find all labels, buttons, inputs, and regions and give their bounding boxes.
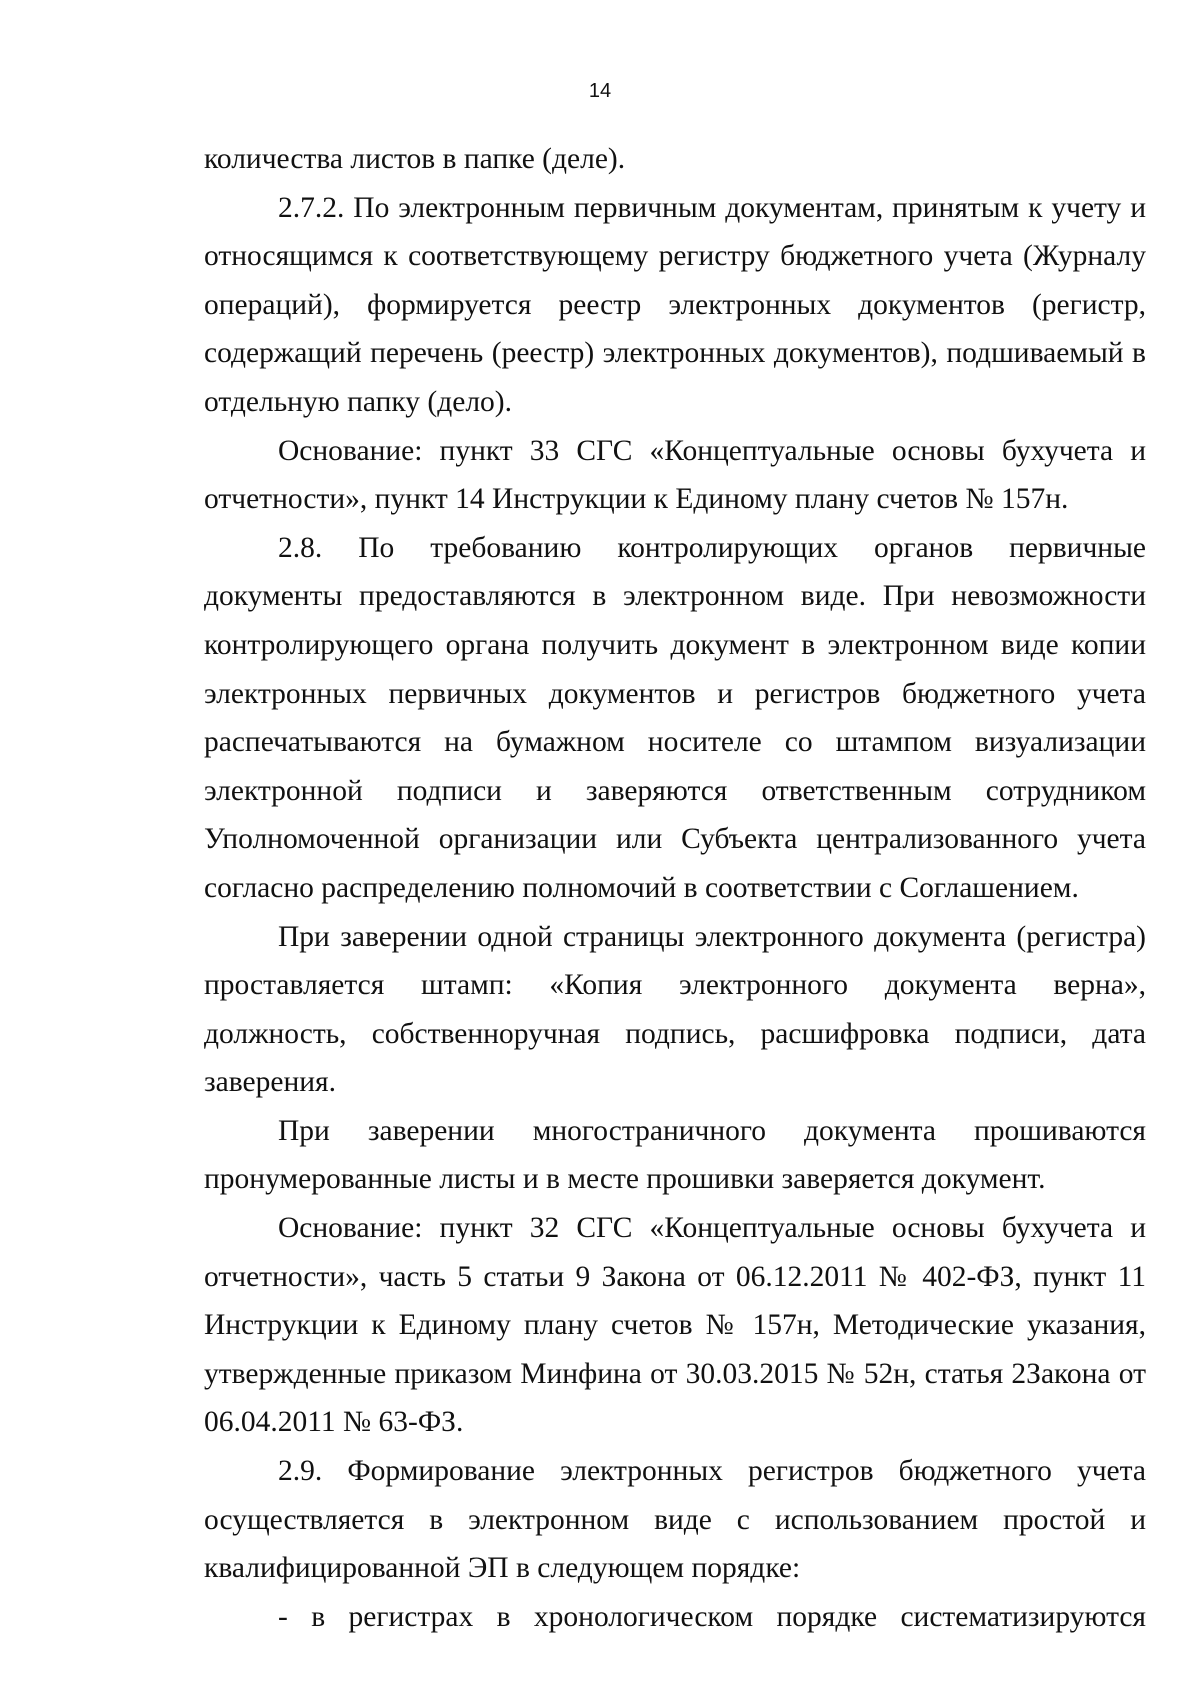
paragraph-single-page-certification: При заверении одной страницы электронного документа (регистра) проставляется штамп: «Копия электронного документа верна», должность, собственноручная подпись, расшифровка подписи, дата заверения. (204, 920, 1146, 1099)
paragraph-2-8: 2.8. По требованию контролирующих органов первичные документы предоставляются в электронном виде. При невозможности контролирующего органа получить документ в электронном виде копии электронных первичных документов и регистров бюджетного учета распечатываются на бумажном носителе со штампом визуализации электронной подписи и заверяются ответственным сотрудником Уполномоченной организации или Субъекта централизованного учета согласно распределению полномочий в соответствии с Соглашением. (204, 531, 1146, 904)
paragraph-2-9: 2.9. Формирование электронных регистров бюджетного учета осуществляется в электронном виде с использованием простой и квалифицированной ЭП в следующем порядке: (204, 1455, 1146, 1585)
paragraph-continuation: количества листов в папке (деле). (204, 143, 626, 175)
paragraph-basis-2: Основание: пункт 32 СГС «Концептуальные основы бухучета и отчетности», часть 5 статьи 9 Закона от 06.12.2011 № 402-ФЗ, пункт 11 Инструкции к Единому плану счетов № 157н, Методические указания, утвержденные приказом Минфина от 30.03.2015 № 52н, статья 2Закона от 06.04.2011 № 63-ФЗ. (204, 1212, 1146, 1439)
list-item: - в регистрах в хронологическом порядке систематизируются (278, 1600, 1146, 1633)
paragraph-multipage-certification: При заверении многостраничного документа прошиваются пронумерованные листы и в месте прошивки заверяется документ. (204, 1114, 1146, 1196)
paragraph-basis-1: Основание: пункт 33 СГС «Концептуальные основы бухучета и отчетности», пункт 14 Инструкции к Единому плану счетов № 157н. (204, 434, 1146, 516)
document-body (204, 135, 1146, 1641)
page-number: 14 (588, 80, 612, 102)
paragraph-2-7-2: 2.7.2. По электронным первичным документам, принятым к учету и относящимся к соответствующему регистру бюджетного учета (Журналу операций), формируется реестр электронных документов (регистр, содержащий перечень (реестр) электронных документов), подшиваемый в отдельную папку (дело). (204, 191, 1146, 418)
